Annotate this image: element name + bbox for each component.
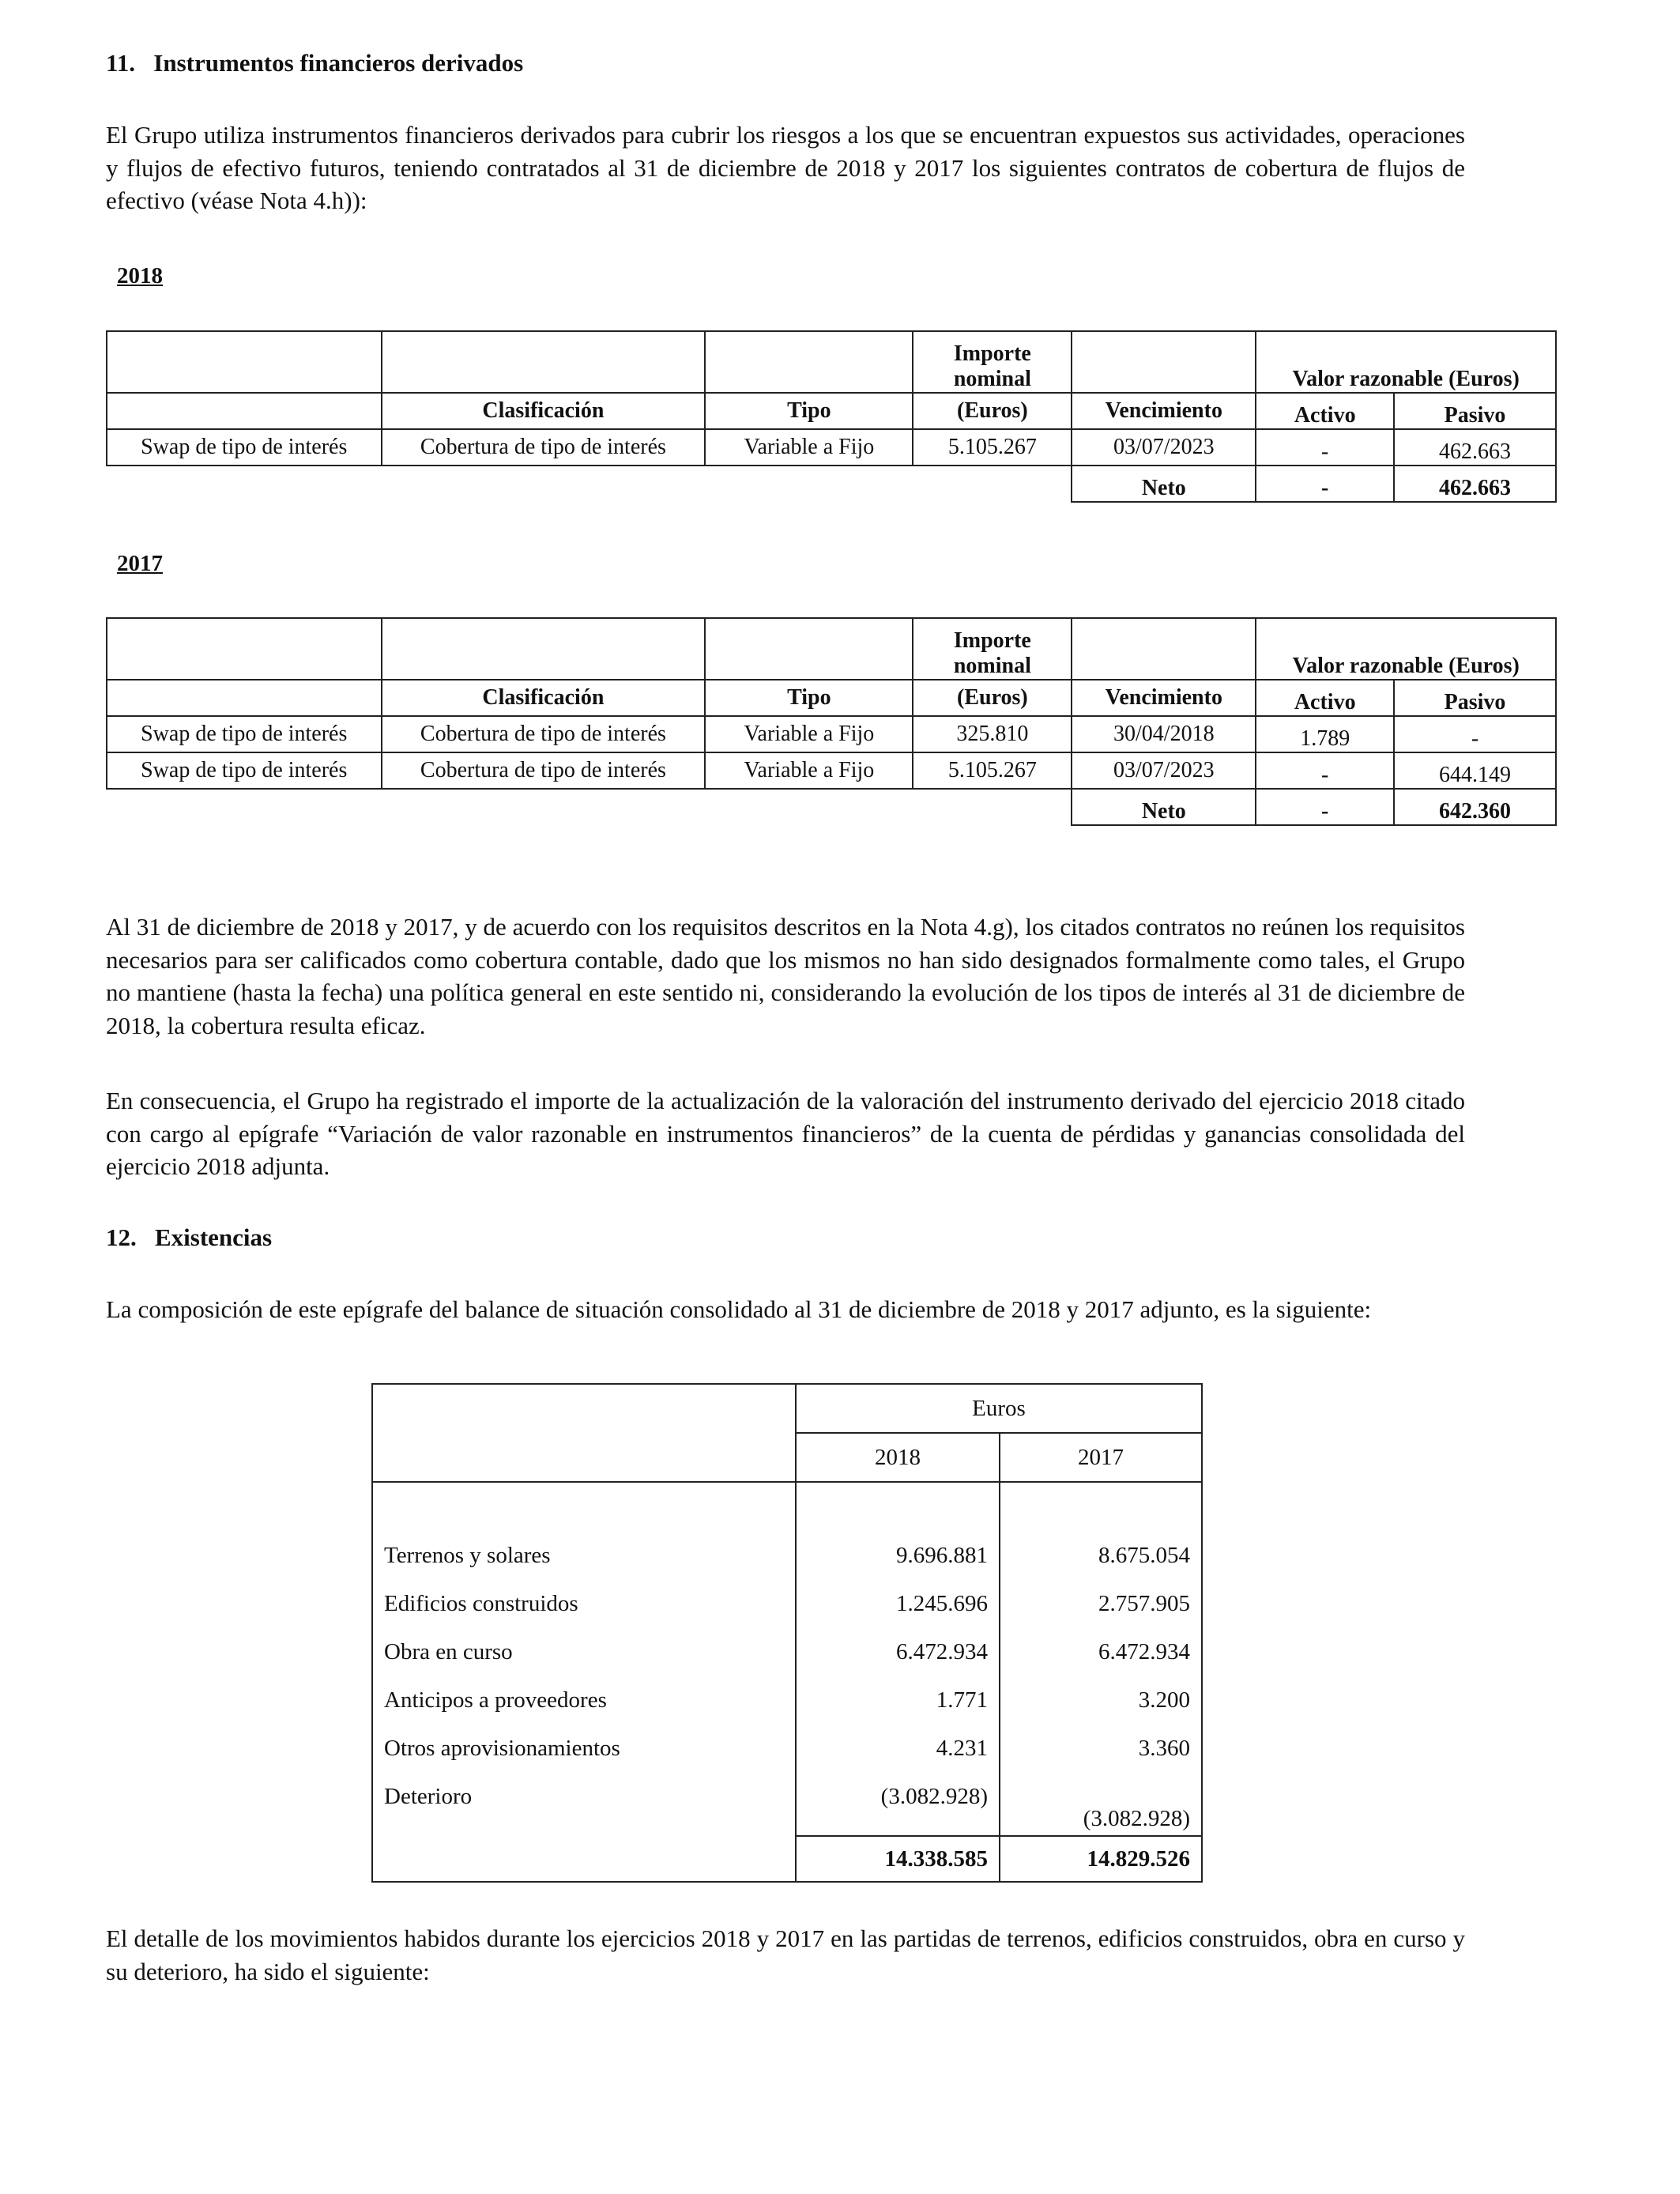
cell-instrumento: Swap de tipo de interés [107, 752, 382, 789]
header-euros: (Euros) [913, 393, 1072, 429]
net-row [107, 466, 1556, 502]
table-row [107, 752, 1556, 789]
header-blank [372, 1384, 796, 1433]
header-pasivo: Pasivo [1394, 393, 1556, 429]
value-2017: (3.082.928) [1000, 1773, 1202, 1836]
header-pasivo: Pasivo [1394, 680, 1556, 716]
cell-pasivo: 644.149 [1394, 752, 1556, 789]
total-2017: 14.829.526 [1000, 1836, 1202, 1882]
cell-clasificacion: Cobertura de tipo de interés [382, 716, 706, 752]
cell-importe: 325.810 [913, 716, 1072, 752]
value-2017: 3.200 [1000, 1676, 1202, 1725]
header-euros: Euros [796, 1384, 1202, 1433]
cell-clasificacion: Cobertura de tipo de interés [382, 429, 706, 466]
header-importe: Importe nominal [913, 331, 1072, 393]
header-blank [1072, 618, 1256, 680]
cell-neto-activo: - [1256, 466, 1394, 502]
cell-tipo: Variable a Fijo [705, 716, 913, 752]
cell-tipo: Variable a Fijo [705, 752, 913, 789]
section-11-paragraph-2: Al 31 de diciembre de 2018 y 2017, y de acuerdo con los requisitos descritos en la Nota 4.g), los citados contratos no reúnen los requisitos necesarios para ser calificados como cobertura contable, dado que los mismos no han sido designados formalmente como tales, el Grupo no mantiene (hasta la fecha) una política general en este sentido ni, considerando la evolución de los tipos de interés al 31 de diciembre de 2018, la cobertura resulta eficaz. [106, 913, 1465, 1039]
table-row [372, 1580, 1202, 1628]
cell-pasivo: - [1394, 716, 1556, 752]
cell-tipo: Variable a Fijo [705, 429, 913, 466]
header-2017: 2017 [1000, 1433, 1202, 1482]
cell-neto-label: Neto [1072, 789, 1256, 825]
header-blank [107, 618, 382, 680]
section-12-heading: 12. Existencias [106, 1223, 273, 1251]
derivatives-table-2018 [106, 330, 1557, 503]
inventory-table [371, 1383, 1203, 1883]
header-euros: (Euros) [913, 680, 1072, 716]
cell-activo: - [1256, 429, 1394, 466]
total-row [372, 1836, 1202, 1882]
header-tipo: Tipo [705, 680, 913, 716]
header-vencimiento: Vencimiento [1072, 680, 1256, 716]
net-row [107, 789, 1556, 825]
cell-importe: 5.105.267 [913, 429, 1072, 466]
cell-neto-activo: - [1256, 789, 1394, 825]
table-row [372, 1725, 1202, 1773]
cell-neto-label: Neto [1072, 466, 1256, 502]
row-label: Terrenos y solares [372, 1531, 796, 1580]
total-2018: 14.338.585 [796, 1836, 1000, 1882]
header-activo: Activo [1256, 680, 1394, 716]
cell-activo: 1.789 [1256, 716, 1394, 752]
header-2018: 2018 [796, 1433, 1000, 1482]
value-2018: 1.245.696 [796, 1580, 1000, 1628]
year-2017-label: 2017 [117, 551, 163, 576]
cell-activo: - [1256, 752, 1394, 789]
section-11-paragraph-3: En consecuencia, el Grupo ha registrado el importe de la actualización de la valoración del instrumento derivado del ejercicio 2018 citado con cargo al epígrafe “Variación de valor razonable en instrumentos financieros” de la cuenta de pérdidas y ganancias consolidada del ejercicio 2018 adjunta. [106, 1087, 1465, 1180]
table-row [372, 1628, 1202, 1676]
header-blank [705, 618, 913, 680]
section-11-intro: El Grupo utiliza instrumentos financieros derivados para cubrir los riesgos a los que se encuentran expuestos sus actividades, operaciones y flujos de efectivo futuros, teniendo contratados al 31 de diciembre de 2018 y 2017 los siguientes contratos de cobertura de flujos de efectivo (véase Nota 4.h)): [106, 121, 1465, 214]
section-11-heading: 11. Instrumentos financieros derivados [106, 49, 524, 77]
derivatives-table-2017 [106, 617, 1557, 826]
row-label: Edificios construidos [372, 1580, 796, 1628]
section-12-paragraph-final: El detalle de los movimientos habidos durante los ejercicios 2018 y 2017 en las partidas de terrenos, edificios construidos, obra en curso y su deterioro, ha sido el siguiente: [106, 1924, 1465, 1985]
cell-importe: 5.105.267 [913, 752, 1072, 789]
cell-instrumento: Swap de tipo de interés [107, 429, 382, 466]
header-clasificacion: Clasificación [382, 393, 706, 429]
cell-vencimiento: 03/07/2023 [1072, 752, 1256, 789]
cell-neto-pasivo: 462.663 [1394, 466, 1556, 502]
header-blank [1072, 331, 1256, 393]
value-2018: 6.472.934 [796, 1628, 1000, 1676]
value-2018: (3.082.928) [796, 1773, 1000, 1836]
header-valor-razonable: Valor razonable (Euros) [1256, 618, 1556, 680]
row-label: Deterioro [372, 1773, 796, 1836]
table-row [372, 1531, 1202, 1580]
table-row [107, 716, 1556, 752]
header-activo: Activo [1256, 393, 1394, 429]
header-blank [372, 1433, 796, 1482]
cell-clasificacion: Cobertura de tipo de interés [382, 752, 706, 789]
table-row [107, 429, 1556, 466]
cell-pasivo: 462.663 [1394, 429, 1556, 466]
section-12-intro: La composición de este epígrafe del balance de situación consolidado al 31 de diciembre de 2018 y 2017 adjunto, es la siguiente: [106, 1295, 1372, 1323]
header-blank [382, 618, 706, 680]
header-blank [705, 331, 913, 393]
value-2018: 1.771 [796, 1676, 1000, 1725]
value-2018: 9.696.881 [796, 1531, 1000, 1580]
value-2017: 6.472.934 [1000, 1628, 1202, 1676]
cell-vencimiento: 03/07/2023 [1072, 429, 1256, 466]
value-2017: 3.360 [1000, 1725, 1202, 1773]
total-label-blank [372, 1836, 796, 1882]
header-blank [107, 331, 382, 393]
year-2018-label: 2018 [117, 263, 163, 288]
header-valor-razonable: Valor razonable (Euros) [1256, 331, 1556, 393]
cell-neto-pasivo: 642.360 [1394, 789, 1556, 825]
cell-vencimiento: 30/04/2018 [1072, 716, 1256, 752]
row-label: Anticipos a proveedores [372, 1676, 796, 1725]
table-row [372, 1773, 1202, 1836]
value-2017: 2.757.905 [1000, 1580, 1202, 1628]
header-importe: Importe nominal [913, 618, 1072, 680]
header-blank [107, 393, 382, 429]
value-2017: 8.675.054 [1000, 1531, 1202, 1580]
header-blank [107, 680, 382, 716]
header-clasificacion: Clasificación [382, 680, 706, 716]
table-row [372, 1676, 1202, 1725]
row-label: Otros aprovisionamientos [372, 1725, 796, 1773]
cell-instrumento: Swap de tipo de interés [107, 716, 382, 752]
value-2018: 4.231 [796, 1725, 1000, 1773]
row-label: Obra en curso [372, 1628, 796, 1676]
header-tipo: Tipo [705, 393, 913, 429]
header-blank [382, 331, 706, 393]
header-vencimiento: Vencimiento [1072, 393, 1256, 429]
